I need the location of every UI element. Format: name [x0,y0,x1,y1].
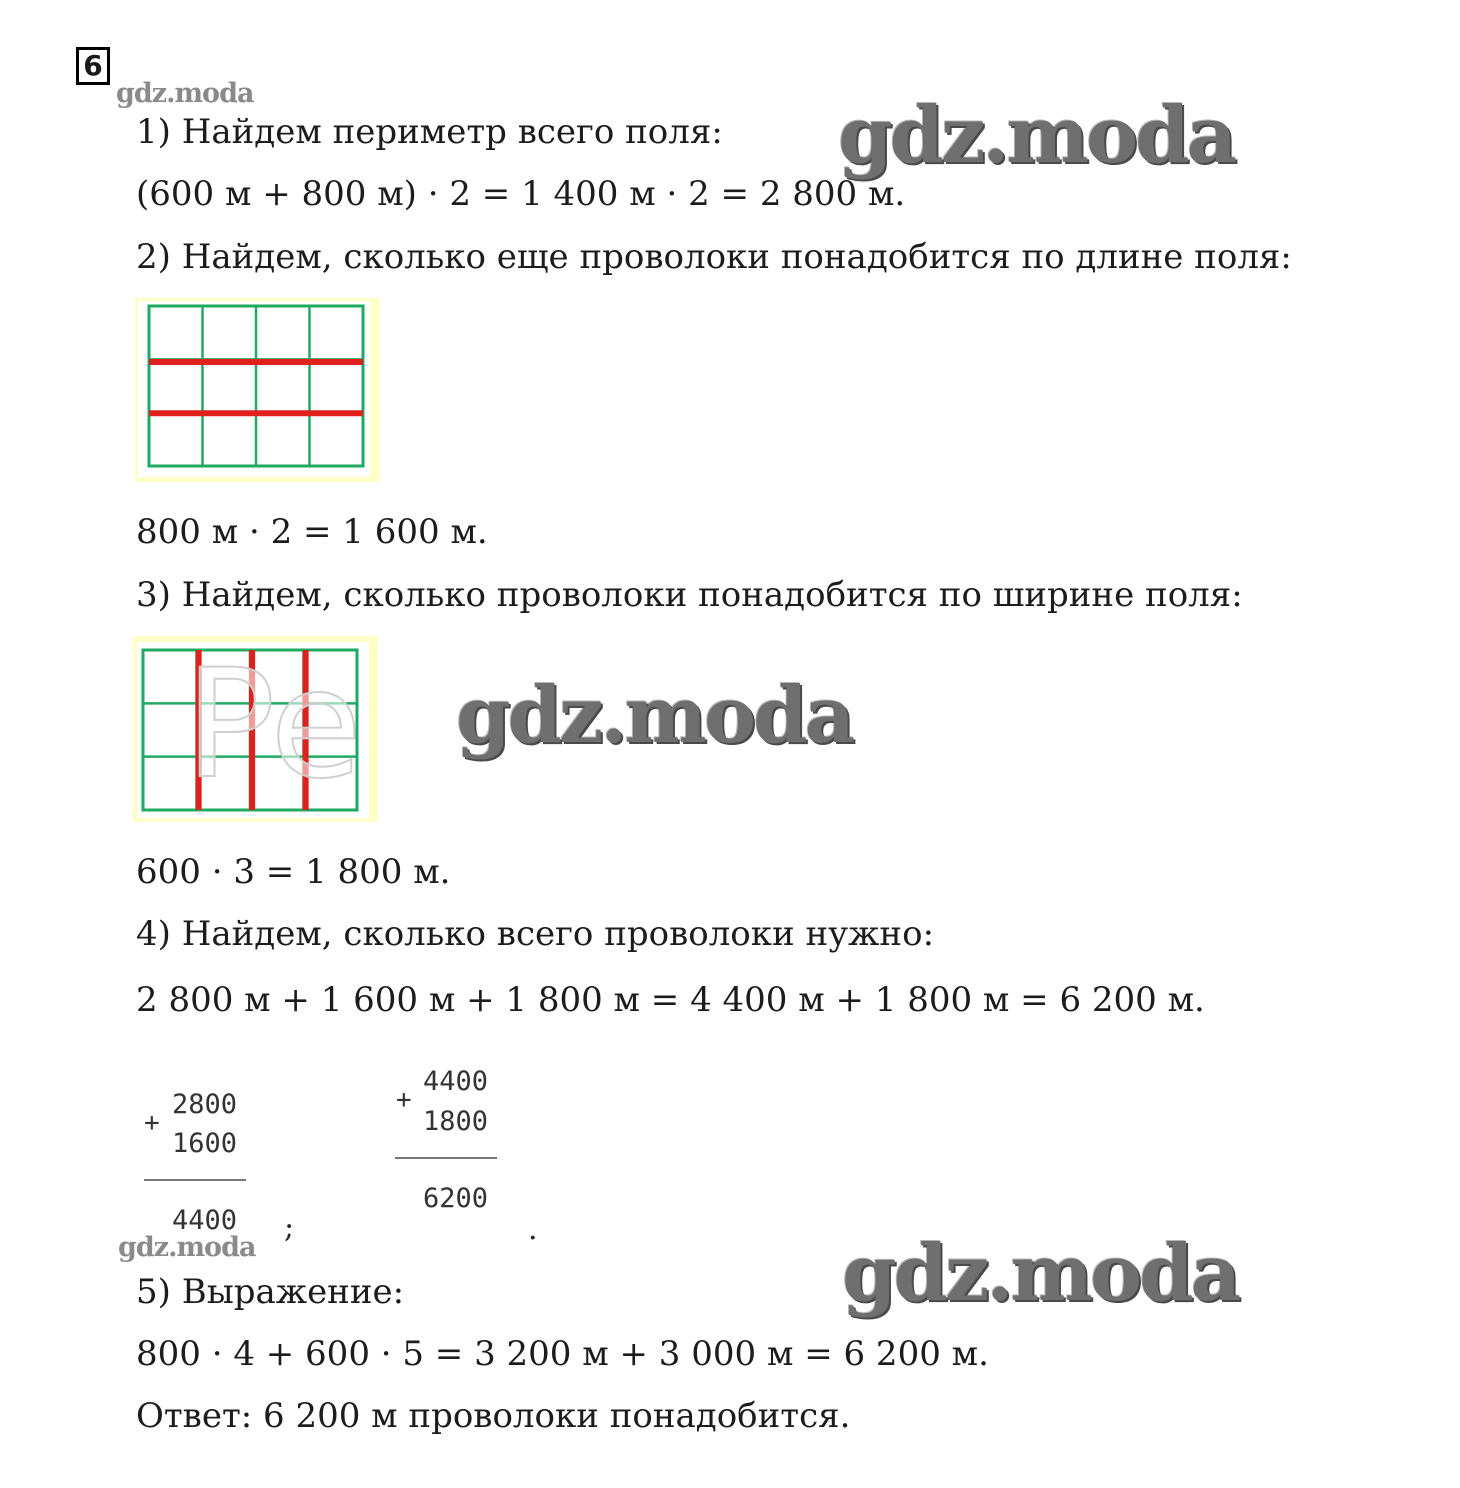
answer: Ответ: 6 200 м проволоки понадобится. [136,1396,851,1436]
addend-2: 1800 [423,1106,489,1137]
separator: ; [284,1210,295,1245]
watermark-small-top: gdz.moda [116,78,254,109]
addend-1: 2800 [172,1089,238,1120]
overlay-letters: Pe [185,638,363,812]
plus-sign: + [144,1108,160,1138]
plus-sign: + [396,1085,412,1115]
step2-title: 2) Найдем, сколько еще проволоки понадобится по длине поля: [136,237,1292,277]
step5-title: 5) Выражение: [136,1272,405,1312]
field-diagram-width [133,636,378,822]
step3-calc: 600 · 3 = 1 800 м. [136,852,451,892]
sum-rule [395,1157,497,1159]
step4-title: 4) Найдем, сколько всего проволоки нужно: [136,914,935,954]
task-number: 6 [76,47,110,85]
watermark-large-2: gdz.moda [456,670,853,761]
watermark-large-1: gdz.moda [838,90,1235,181]
addend-2: 1600 [172,1128,238,1159]
watermark-large-3: gdz.moda [842,1228,1239,1319]
sum: 6200 [423,1183,489,1214]
step3-title: 3) Найдем, сколько проволоки понадобится по ширине поля: [136,575,1243,615]
addend-1: 4400 [423,1066,489,1097]
separator: . [528,1212,538,1247]
step1-calc: (600 м + 800 м) · 2 = 1 400 м · 2 = 2 800 м. [136,174,906,214]
step2-calc: 800 м · 2 = 1 600 м. [136,512,488,552]
sum-rule [144,1179,246,1181]
sum: 4400 [172,1205,238,1236]
field-diagram-length [135,298,380,482]
watermark-small-bottom: gdz.moda [118,1232,256,1263]
step1-title: 1) Найдем периметр всего поля: [136,112,723,152]
step4-calc: 2 800 м + 1 600 м + 1 800 м = 4 400 м + 1 800 м = 6 200 м. [136,980,1205,1020]
step5-calc: 800 · 4 + 600 · 5 = 3 200 м + 3 000 м = 6 200 м. [136,1334,989,1374]
